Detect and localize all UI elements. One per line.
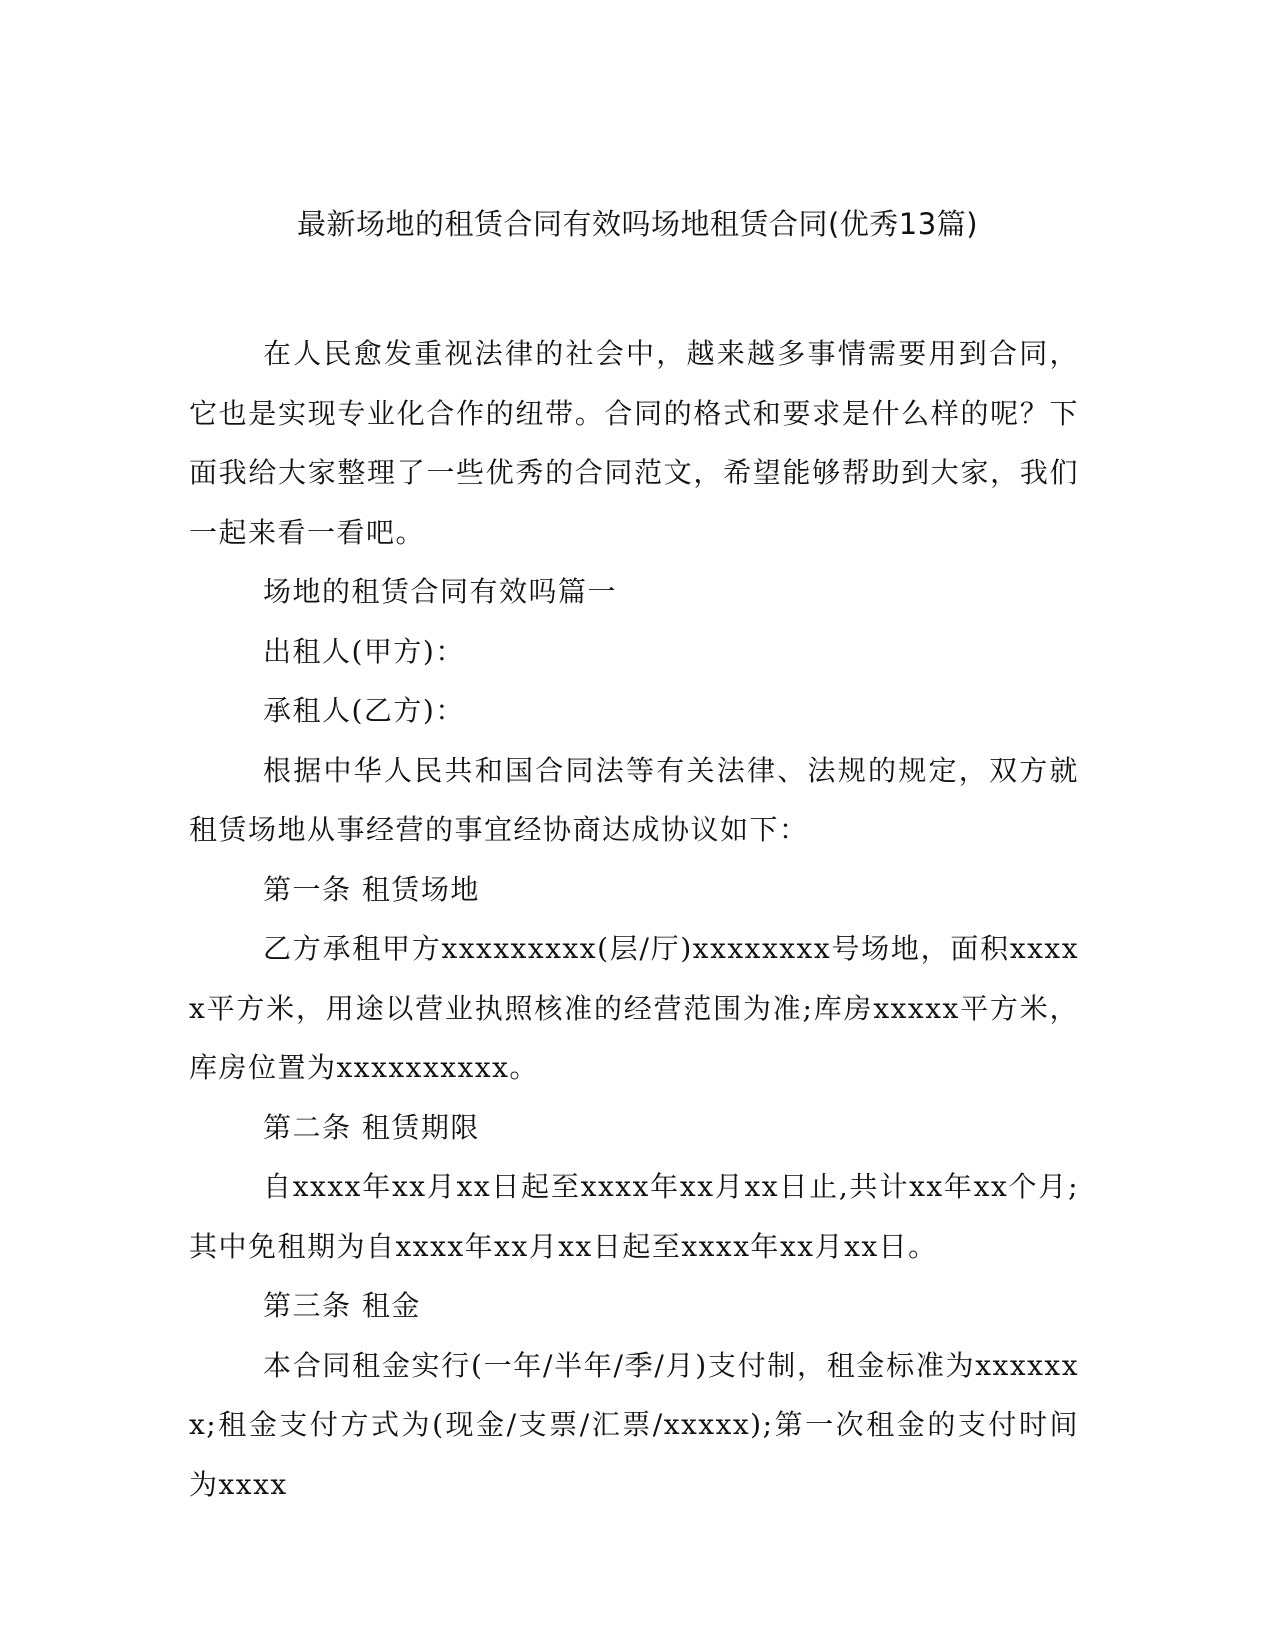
intro-paragraph: 在人民愈发重视法律的社会中，越来越多事情需要用到合同，它也是实现专业化合作的纽带。合同的格式和要求是什么样的呢？下面我给大家整理了一些优秀的合同范文，希望能够帮助到大家，我们一起来看一看吧。 [189,337,1079,549]
article-2-text: 自xxxx年xx月xx日起至xxxx年xx月xx日止,共计xx年xx个月;其中免租期为自xxxx年xx月xx日起至xxxx年xx月xx日。 [189,1170,1079,1263]
article-2-heading: 第二条 租赁期限 [263,1110,480,1144]
lessor-line: 出租人(甲方)： [263,634,465,668]
section-heading-part-one: 场地的租赁合同有效吗篇一 [263,575,618,608]
article-1-heading: 第一条 租赁场地 [263,872,480,906]
lessee-line: 承租人(乙方)： [263,694,465,727]
document-title: 最新场地的租赁合同有效吗场地租赁合同(优秀13篇) [296,207,979,241]
document-body [189,324,1079,1514]
article-1-text: 乙方承租甲方xxxxxxxxx(层/厅)xxxxxxxx号场地，面积xxxxx平方米，用途以营业执照核准的经营范围为准;库房xxxxx平方米，库房位置为xxxxxxxxxx。 [189,932,1079,1084]
agreement-preamble: 根据中华人民共和国合同法等有关法律、法规的规定，双方就租赁场地从事经营的事宜经协商达成协议如下： [189,753,1079,846]
article-3-heading: 第三条 租金 [263,1289,421,1322]
article-3-text: 本合同租金实行(一年/半年/季/月)支付制，租金标准为xxxxxxx;租金支付方式为(现金/支票/汇票/xxxxx);第一次租金的支付时间为xxxx [189,1348,1079,1501]
